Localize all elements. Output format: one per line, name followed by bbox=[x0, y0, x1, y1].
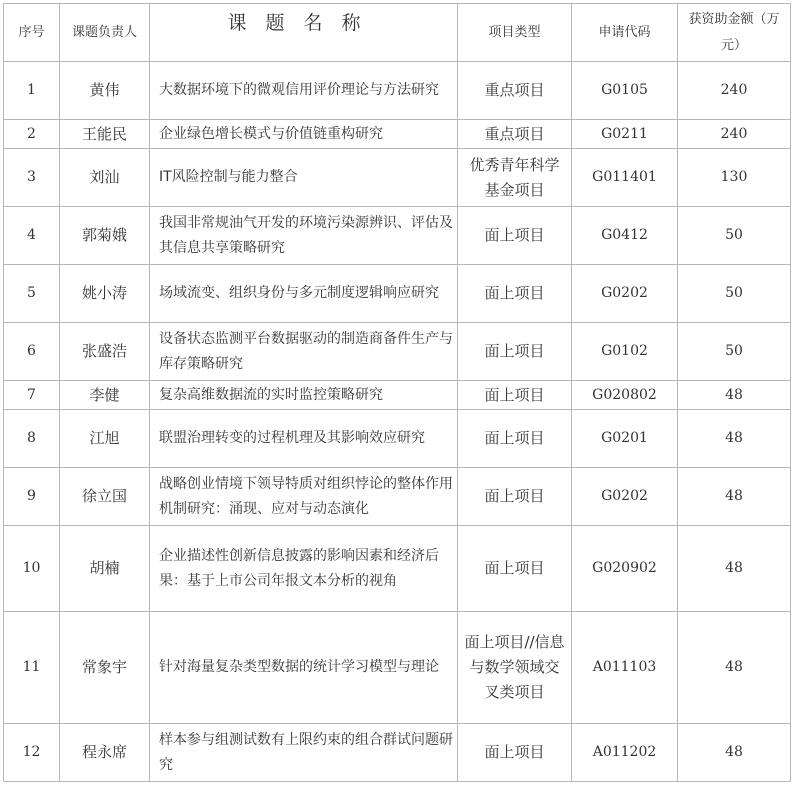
row-index: 10 bbox=[4, 526, 60, 612]
row-code: G020902 bbox=[572, 526, 678, 612]
row-amount: 240 bbox=[678, 62, 791, 120]
row-name: 企业描述性创新信息披露的影响因素和经济后果：基于上市公司年报文本分析的视角 bbox=[150, 526, 458, 612]
row-person: 刘汕 bbox=[60, 149, 150, 207]
row-index: 6 bbox=[4, 323, 60, 381]
row-index: 11 bbox=[4, 612, 60, 724]
row-code: G0412 bbox=[572, 207, 678, 265]
row-type: 面上项目 bbox=[458, 526, 572, 612]
row-code: G0202 bbox=[572, 468, 678, 526]
row-person: 胡楠 bbox=[60, 526, 150, 612]
row-amount: 48 bbox=[678, 468, 791, 526]
row-amount: 48 bbox=[678, 381, 791, 410]
row-amount: 50 bbox=[678, 207, 791, 265]
funding-table bbox=[3, 3, 791, 782]
row-name: 样本参与组测试数有上限约束的组合群试问题研究 bbox=[150, 724, 458, 782]
row-amount: 48 bbox=[678, 724, 791, 782]
row-index: 5 bbox=[4, 265, 60, 323]
row-person: 姚小涛 bbox=[60, 265, 150, 323]
row-name: 战略创业情境下领导特质对组织悖论的整体作用机制研究：涌现、应对与动态演化 bbox=[150, 468, 458, 526]
header-name: 课题名称 bbox=[150, 4, 458, 62]
row-index: 12 bbox=[4, 724, 60, 782]
header-index: 序号 bbox=[4, 4, 60, 62]
row-code: G011401 bbox=[572, 149, 678, 207]
header-amount: 获资助金额（万元） bbox=[678, 4, 791, 62]
header-person: 课题负责人 bbox=[60, 4, 150, 62]
row-code: G0211 bbox=[572, 120, 678, 149]
row-index: 7 bbox=[4, 381, 60, 410]
row-person: 王能民 bbox=[60, 120, 150, 149]
table-row bbox=[4, 724, 791, 782]
row-person: 张盛浩 bbox=[60, 323, 150, 381]
row-code: G0201 bbox=[572, 410, 678, 468]
row-index: 3 bbox=[4, 149, 60, 207]
row-amount: 50 bbox=[678, 323, 791, 381]
row-type: 面上项目//信息与数学领域交叉类项目 bbox=[458, 612, 572, 724]
row-type: 优秀青年科学基金项目 bbox=[458, 149, 572, 207]
row-code: A011202 bbox=[572, 724, 678, 782]
row-amount: 48 bbox=[678, 526, 791, 612]
row-type: 面上项目 bbox=[458, 410, 572, 468]
row-amount: 240 bbox=[678, 120, 791, 149]
row-index: 2 bbox=[4, 120, 60, 149]
table-row bbox=[4, 120, 791, 149]
row-name: 设备状态监测平台数据驱动的制造商备件生产与库存策略研究 bbox=[150, 323, 458, 381]
row-type: 面上项目 bbox=[458, 207, 572, 265]
row-name: 场域流变、组织身份与多元制度逻辑响应研究 bbox=[150, 265, 458, 323]
row-person: 常象宇 bbox=[60, 612, 150, 724]
row-person: 郭菊娥 bbox=[60, 207, 150, 265]
row-type: 重点项目 bbox=[458, 62, 572, 120]
table-row bbox=[4, 410, 791, 468]
table-row bbox=[4, 381, 791, 410]
row-type: 面上项目 bbox=[458, 468, 572, 526]
row-index: 4 bbox=[4, 207, 60, 265]
row-amount: 50 bbox=[678, 265, 791, 323]
row-amount: 48 bbox=[678, 410, 791, 468]
table-row bbox=[4, 612, 791, 724]
row-index: 8 bbox=[4, 410, 60, 468]
row-type: 重点项目 bbox=[458, 120, 572, 149]
row-type: 面上项目 bbox=[458, 724, 572, 782]
table-row bbox=[4, 468, 791, 526]
row-code: G0102 bbox=[572, 323, 678, 381]
row-person: 黄伟 bbox=[60, 62, 150, 120]
row-index: 1 bbox=[4, 62, 60, 120]
row-code: G0202 bbox=[572, 265, 678, 323]
table-row bbox=[4, 323, 791, 381]
table-row bbox=[4, 265, 791, 323]
table-row bbox=[4, 207, 791, 265]
row-index: 9 bbox=[4, 468, 60, 526]
row-person: 江旭 bbox=[60, 410, 150, 468]
row-name: 复杂高维数据流的实时监控策略研究 bbox=[150, 381, 458, 410]
header-type: 项目类型 bbox=[458, 4, 572, 62]
row-person: 程永席 bbox=[60, 724, 150, 782]
row-name: 大数据环境下的微观信用评价理论与方法研究 bbox=[150, 62, 458, 120]
table-row bbox=[4, 526, 791, 612]
row-type: 面上项目 bbox=[458, 381, 572, 410]
row-name: IT风险控制与能力整合 bbox=[150, 149, 458, 207]
row-person: 李健 bbox=[60, 381, 150, 410]
row-name: 针对海量复杂类型数据的统计学习模型与理论 bbox=[150, 612, 458, 724]
table-row bbox=[4, 62, 791, 120]
row-type: 面上项目 bbox=[458, 323, 572, 381]
row-name: 联盟治理转变的过程机理及其影响效应研究 bbox=[150, 410, 458, 468]
row-type: 面上项目 bbox=[458, 265, 572, 323]
row-amount: 48 bbox=[678, 612, 791, 724]
row-name: 我国非常规油气开发的环境污染源辨识、评估及其信息共享策略研究 bbox=[150, 207, 458, 265]
row-amount: 130 bbox=[678, 149, 791, 207]
row-code: A011103 bbox=[572, 612, 678, 724]
row-code: G0105 bbox=[572, 62, 678, 120]
row-name: 企业绿色增长模式与价值链重构研究 bbox=[150, 120, 458, 149]
row-code: G020802 bbox=[572, 381, 678, 410]
table-header-row bbox=[4, 4, 791, 62]
header-code: 申请代码 bbox=[572, 4, 678, 62]
row-person: 徐立国 bbox=[60, 468, 150, 526]
table-row bbox=[4, 149, 791, 207]
